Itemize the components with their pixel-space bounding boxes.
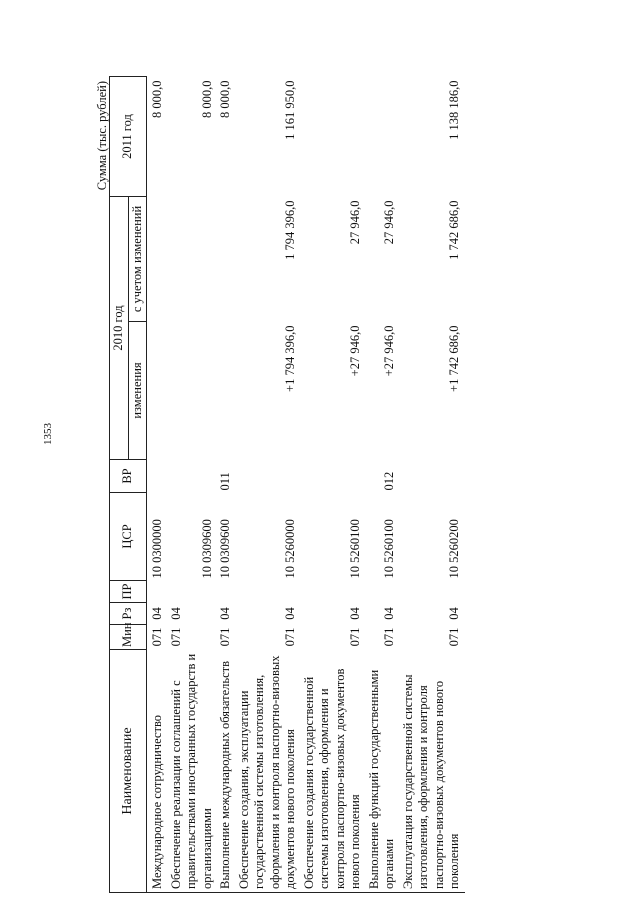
- row-2011: [301, 76, 366, 196]
- row-name: Международное сотрудничество: [147, 650, 168, 893]
- rotated-budget-table-sheet: [95, 73, 545, 893]
- row-2011: 1 138 186,0: [447, 80, 461, 140]
- row-rz: 04: [218, 607, 232, 620]
- row-csr: 10 0309600: [199, 519, 214, 579]
- row-with-changes: [217, 196, 236, 321]
- row-pr: [147, 581, 168, 603]
- row-min: 071: [348, 627, 362, 647]
- units-label: Сумма (тыс. рублей): [95, 81, 109, 191]
- row-pr: [236, 581, 301, 603]
- row-csr: 10 5260200: [447, 519, 461, 579]
- row-2011: 8 000,0: [218, 80, 232, 118]
- row-name: Эксплуатация государственной системы изготовления, оформления и контроля паспортно-визовых документов нового поколения: [400, 650, 465, 893]
- table-row: [236, 76, 301, 892]
- table-row: [168, 76, 218, 892]
- row-name: Обеспечение реализации соглашений с правительствами иностранных государств и организациями: [168, 650, 218, 893]
- row-name: Обеспечение создания государственной системы изготовления, оформления и контроля паспортно-визовых документов нового поколения: [301, 650, 366, 893]
- row-changes: +1 794 396,0: [283, 325, 297, 392]
- row-name: Выполнение функций государственными органами: [366, 650, 400, 893]
- row-min: 071: [447, 627, 461, 647]
- row-with-changes: [168, 196, 218, 321]
- header-min: Мин: [110, 625, 147, 650]
- row-rz: 04: [348, 607, 362, 620]
- row-changes: [217, 322, 236, 460]
- header-pr: ПР: [110, 581, 147, 603]
- row-vr: 011: [218, 472, 232, 491]
- row-changes: [147, 322, 168, 460]
- header-name: Наименование: [110, 650, 147, 893]
- row-2011: 1 161 950,0: [283, 80, 297, 140]
- row-csr: 10 0309600: [218, 519, 232, 579]
- row-rz: 04: [447, 607, 461, 620]
- table-body: [147, 76, 465, 892]
- row-rz: 04: [382, 607, 396, 620]
- row-csr: 10 5260100: [382, 519, 396, 579]
- row-csr: 10 0300000: [150, 519, 164, 579]
- row-with-changes: 1 742 686,0: [447, 200, 461, 260]
- table-row: [147, 76, 168, 892]
- row-rz: 04: [168, 607, 183, 620]
- row-min: 071: [218, 627, 232, 647]
- row-with-changes: 27 946,0: [382, 200, 396, 245]
- row-csr: 10 5260100: [348, 519, 362, 579]
- row-vr: 012: [382, 471, 396, 491]
- row-with-changes: 27 946,0: [348, 200, 362, 245]
- table-row: [366, 76, 400, 892]
- row-with-changes: 1 794 396,0: [283, 200, 297, 260]
- row-with-changes: [147, 196, 168, 321]
- row-pr: [217, 581, 236, 603]
- table-row: [400, 76, 465, 892]
- header-year-2011: 2011 год: [110, 76, 147, 196]
- row-vr: [147, 460, 168, 493]
- row-name: Выполнение международных обязательств: [217, 650, 236, 893]
- header-changes: изменения: [128, 322, 147, 460]
- row-rz: 04: [150, 607, 164, 620]
- row-changes: [168, 322, 218, 460]
- row-pr: [168, 581, 218, 603]
- table-row: [217, 76, 236, 892]
- row-rz: 04: [283, 607, 297, 620]
- page-number: 1353: [42, 423, 54, 445]
- row-csr: 10 5260000: [283, 519, 297, 579]
- header-rz: Рз: [110, 603, 147, 625]
- row-2011: 8 000,0: [199, 80, 214, 118]
- row-vr: [301, 460, 366, 493]
- header-vr: ВР: [110, 460, 147, 493]
- header-csr: ЦСР: [110, 493, 147, 581]
- row-pr: [301, 581, 366, 603]
- row-min: 071: [150, 627, 164, 647]
- row-name: Обеспечение создания, эксплуатации государственной системы изготовления, оформления и контроля паспортно-визовых документов нового поколения: [236, 650, 301, 893]
- row-changes: +27 946,0: [382, 325, 396, 377]
- row-2011: 8 000,0: [150, 80, 164, 118]
- row-pr: [366, 581, 400, 603]
- row-vr: [400, 460, 465, 493]
- header-year-2010: 2010 год: [110, 196, 129, 459]
- row-changes: +27 946,0: [348, 325, 362, 377]
- row-min: 071: [168, 627, 183, 647]
- row-vr: [236, 460, 301, 493]
- header-with-changes: с учетом изменений: [128, 196, 147, 321]
- budget-table: [109, 76, 465, 893]
- row-min: 071: [382, 627, 396, 647]
- row-changes: +1 742 686,0: [447, 325, 461, 392]
- row-vr: [168, 460, 218, 493]
- row-pr: [400, 581, 465, 603]
- table-header: [110, 76, 147, 892]
- row-min: 071: [283, 627, 297, 647]
- table-row: [301, 76, 366, 892]
- row-2011: [366, 76, 400, 196]
